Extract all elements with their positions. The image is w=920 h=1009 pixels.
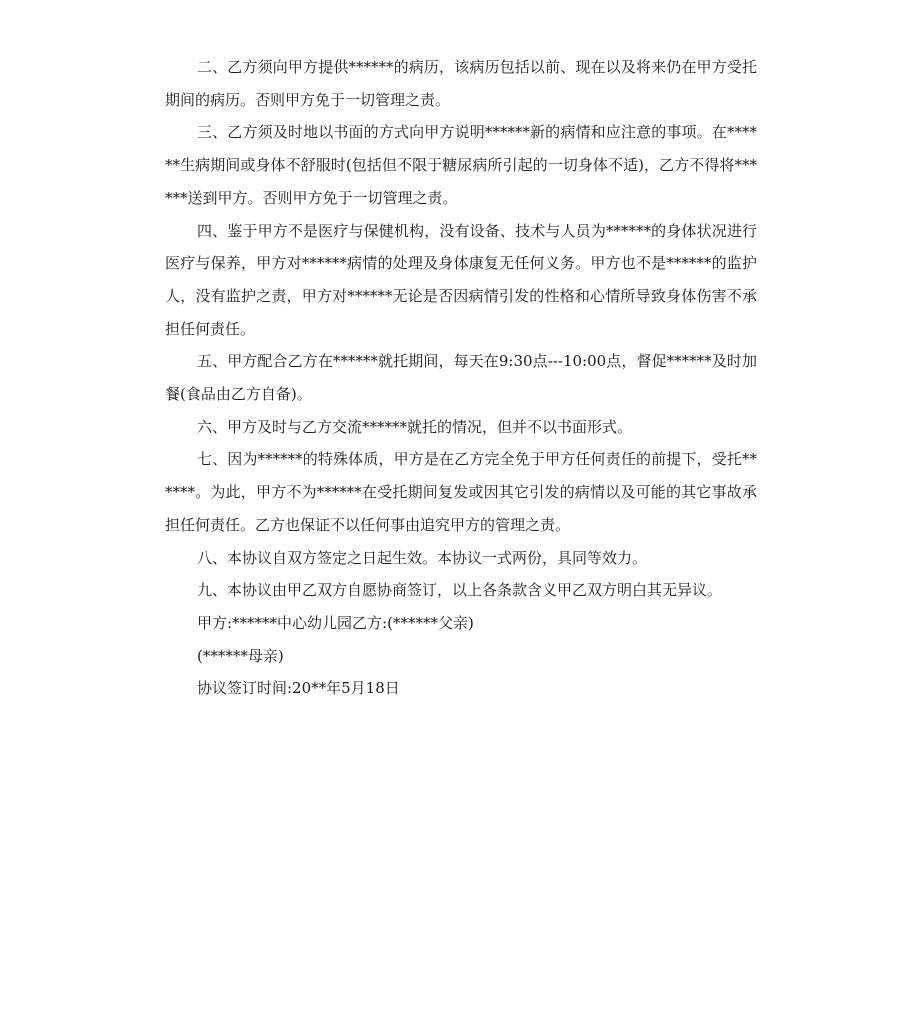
clause-8: 八、本协议自双方签定之日起生效。本协议一式两份，具同等效力。 (197, 548, 648, 567)
clause-7: 七、因为******的特殊体质，甲方是在乙方完全免于甲方任何责任的前提下，受托******。为此，甲方不为******在受托期间复发或因其它引发的病情以及可能的其它事故承担任何责任。乙方也保证不以任何事由追究甲方的管理之责。 (165, 450, 757, 534)
signing-date: 协议签订时间:20**年5月18日 (197, 679, 400, 698)
mother-signature-line: (******母亲) (197, 646, 284, 665)
clause-4: 四、鉴于甲方不是医疗与保健机构，没有设备、技术与人员为******的身体状况进行医疗与保养，甲方对******病情的处理及身体康复无任何义务。甲方也不是******的监护人，没有监护之责，甲方对******无论是否因病情引发的性格和心情所导致身体伤害不承担任何责任。 (165, 221, 757, 338)
clause-2: 二、乙方须向甲方提供******的病历，该病历包括以前、现在以及将来仍在甲方受托期间的病历。否则甲方免于一切管理之责。 (165, 58, 757, 109)
clause-9: 九、本协议由甲乙双方自愿协商签订，以上各条款含义甲乙双方明白其无异议。 (197, 581, 723, 600)
party-signature-line: 甲方:******中心幼儿园乙方:(******父亲) (197, 613, 474, 632)
clause-5: 五、甲方配合乙方在******就托期间，每天在9:30点---10:00点，督促******及时加餐(食品由乙方自备)。 (165, 352, 757, 404)
clause-6: 六、甲方及时与乙方交流******就托的情况，但并不以书面形式。 (197, 417, 633, 436)
clause-3: 三、乙方须及时地以书面的方式向甲方说明******新的病情和应注意的事项。在******生病期间或身体不舒服时(包括但不限于糖尿病所引起的一切身体不适)，乙方不得将******送到甲方。否则甲方免于一切管理之责。 (165, 123, 757, 207)
agreement-document (165, 51, 757, 705)
